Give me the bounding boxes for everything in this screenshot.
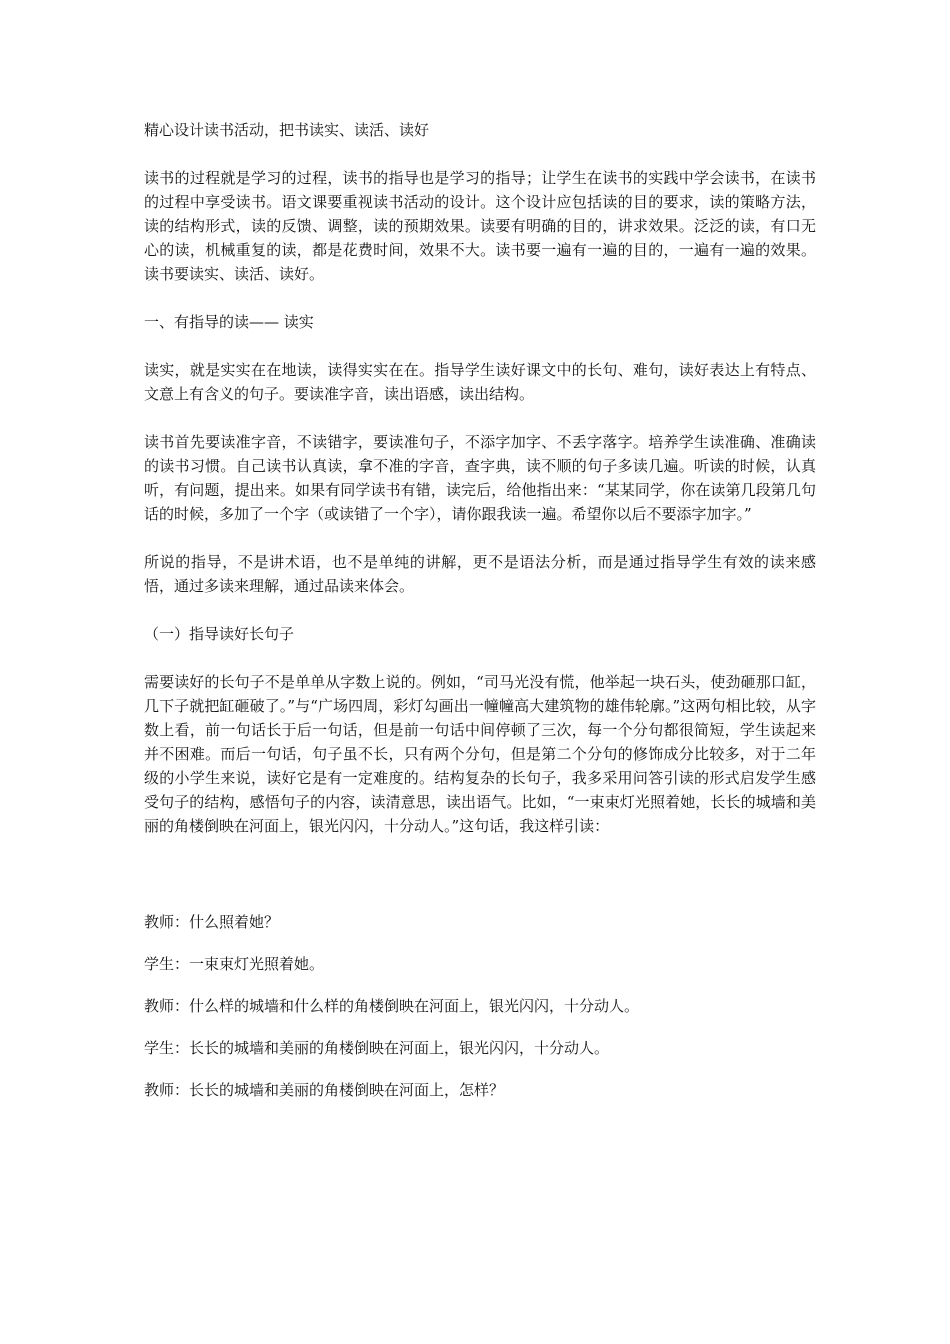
subsection-heading-1: （一）指导读好长句子 bbox=[144, 625, 295, 643]
intro-paragraph: 读书的过程就是学习的过程，读书的指导也是学习的指导；让学生在读书的实践中学会读书，在读书的过程中享受读书。语文课要重视读书活动的设计。这个设计应包括读的目的要求，读的策略方法，读的结构形式，读的反馈、调整，读的预期效果。读要有明确的目的，讲求效果。泛泛的读，有口无心的读，机械重复的读，都是花费时间，效果不大。读书要一遍有一遍的目的，一遍有一遍的效果。读书要读实、读活、读好。 bbox=[144, 169, 816, 283]
dialogue-line: 教师：什么样的城墙和什么样的角楼倒映在河面上，银光闪闪，十分动人。 bbox=[144, 997, 640, 1015]
section1-paragraph-2: 读书首先要读准字音，不读错字，要读准句子，不添字加字、不丢字落字。培养学生读准确、准确读的读书习惯。自己读书认真读，拿不准的字音，查字典，读不顺的句子多读几遍。听读的时候，认真听，有问题，提出来。如果有同学读书有错，读完后，给他指出来：“某某同学，你在读第几段第几句话的时候，多加了一个字（或读错了一个字），请你跟我读一遍。希望你以后不要添字加字。” bbox=[144, 433, 816, 523]
section1-paragraph-3: 所说的指导，不是讲术语，也不是单纯的讲解，更不是语法分析，而是通过指导学生有效的读来感悟，通过多读来理解，通过品读来体会。 bbox=[144, 553, 816, 595]
document-page bbox=[144, 118, 816, 1120]
dialogue-line: 学生：一束束灯光照着她。 bbox=[144, 955, 325, 973]
section-heading-1: 一、有指导的读—— 读实 bbox=[144, 313, 314, 331]
section1-paragraph-1: 读实，就是实实在在地读，读得实实在在。指导学生读好课文中的长句、难句，读好表达上有特点、文意上有含义的句子。要读准字音，读出语感，读出结构。 bbox=[144, 361, 816, 403]
subsection1-paragraph-1: 需要读好的长句子不是单单从字数上说的。例如，“司马光没有慌，他举起一块石头，使劲砸那口缸，几下子就把缸砸破了。”与“广场四周，彩灯勾画出一幢幢高大建筑物的雄伟轮廓。”这两句相比较，从字数上看，前一句话长于后一句话，但是前一句话中间停顿了三次，每一个分句都很简短，学生读起来并不困难。而后一句话，句子虽不长，只有两个分句，但是第二个分句的修饰成分比较多，对于二年级的小学生来说，读好它是有一定难度的。结构复杂的长句子，我多采用问答引读的形式启发学生感受句子的结构，感悟句子的内容，读清意思，读出语气。比如，“一束束灯光照着她，长长的城墙和美丽的角楼倒映在河面上，银光闪闪，十分动人。”这句话，我这样引读： bbox=[144, 673, 816, 835]
document-title: 精心设计读书活动，把书读实、读活、读好 bbox=[144, 121, 430, 139]
dialogue-line: 学生：长长的城墙和美丽的角楼倒映在河面上，银光闪闪，十分动人。 bbox=[144, 1039, 610, 1057]
dialogue-line: 教师：什么照着她？ bbox=[144, 913, 280, 931]
blank-space bbox=[144, 862, 816, 910]
dialogue-line: 教师：长长的城墙和美丽的角楼倒映在河面上，怎样？ bbox=[144, 1081, 505, 1099]
